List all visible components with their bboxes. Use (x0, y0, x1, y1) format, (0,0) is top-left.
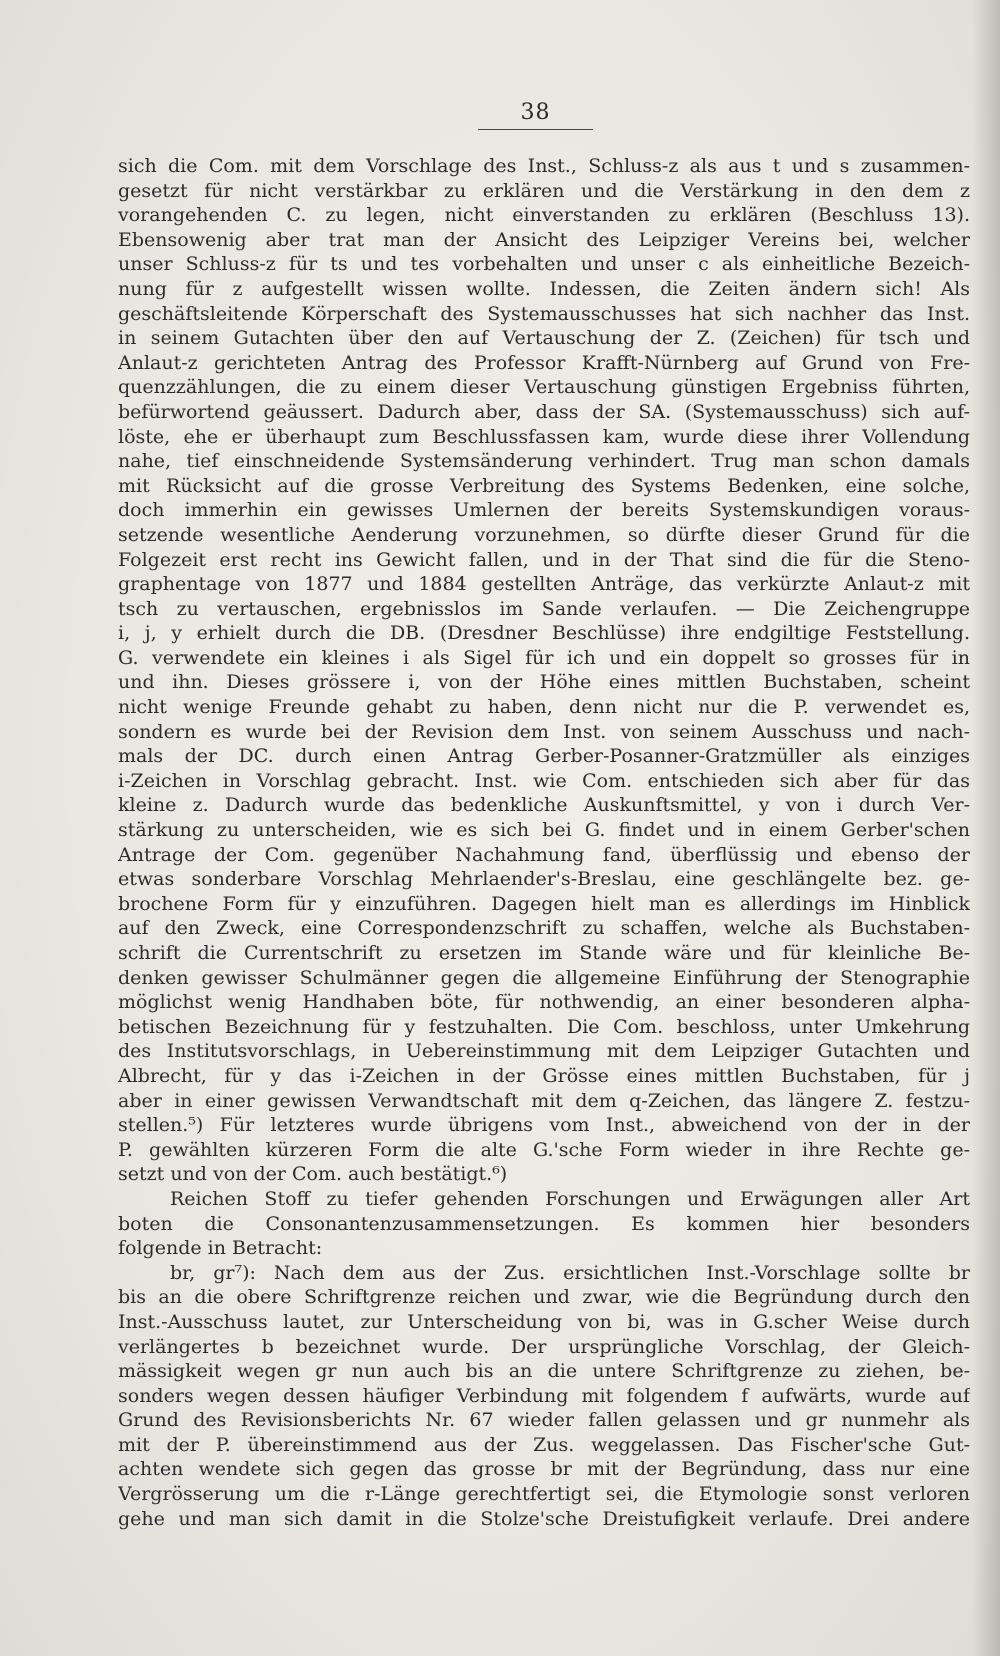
text-line: br, gr⁷): Nach dem aus der Zus. ersichtlichen Inst.-Vorschlage sollte br (170, 1261, 970, 1284)
text-line: mit der P. übereinstimmend aus der Zus. weggelassen. Das Fischer'sche Gut- (118, 1433, 970, 1456)
text-line: Folgezeit erst recht ins Gewicht fallen, und in der That sind die für die Steno- (118, 548, 970, 571)
text-line: Albrecht, für y das i-Zeichen in der Grösse eines mittlen Buchstaben, für j (118, 1064, 970, 1087)
text-line: denken gewisser Schulmänner gegen die allgemeine Einführung der Stenographie (118, 966, 970, 989)
text-line: Ebensowenig aber trat man der Ansicht des Leipziger Vereins bei, welcher (118, 228, 970, 251)
text-line: etwas sonderbare Vorschlag Mehrlaender's-Breslau, eine geschlängelte bez. ge- (118, 868, 970, 891)
text-line: P. gewählten kürzeren Form die alte G.'sche Form wieder in ihre Rechte ge- (118, 1138, 970, 1161)
text-line: schrift die Currentschrift zu ersetzen im Stande wäre und für kleinliche Be- (118, 942, 970, 964)
text-line: stärkung zu unterscheiden, wie es sich bei G. findet und in einem Gerber'schen (118, 819, 970, 842)
text-line: mals der DC. durch einen Antrag Gerber-Posanner-Gratzmüller als einziges (118, 745, 970, 768)
text-line: Reichen Stoff zu tiefer gehenden Forschungen und Erwägungen aller Art (170, 1187, 970, 1210)
header-rule (478, 129, 593, 130)
text-line: vorangehenden C. zu legen, nicht einverstanden zu erklären (Beschluss 13). (118, 204, 970, 227)
text-line: Grund des Revisionsberichts Nr. 67 wieder fallen gelassen und gr nunmehr als (118, 1409, 970, 1432)
text-line: doch immerhin ein gewisses Umlernen der bereits Systemskundigen voraus- (118, 499, 970, 522)
text-line: und ihn. Dieses grössere i, von der Höhe eines mittlen Buchstaben, scheint (118, 671, 970, 694)
text-line: gehe und man sich damit in die Stolze'sche Dreistufigkeit verlaufe. Drei andere (118, 1507, 970, 1530)
text-line: nung für z aufgestellt wissen wollte. Indessen, die Zeiten ändern sich! Als (118, 277, 970, 300)
text-line: nahe, tief einschneidende Systemsänderung verhindert. Trug man schon damals (118, 450, 970, 473)
text-line: i, j, y erhielt durch die DB. (Dresdner Beschlüsse) ihre endgiltige Feststellung. (118, 622, 970, 645)
text-line: möglichst wenig Handhaben böte, für nothwendig, an einer besonderen alpha- (118, 991, 970, 1014)
text-line: Antrage der Com. gegenüber Nachahmung fand, überflüssig und ebenso der (118, 843, 970, 866)
text-line: bis an die obere Schriftgrenze reichen und zwar, wie die Begründung durch den (118, 1286, 970, 1309)
text-line: mässigkeit wegen gr nun auch bis an die untere Schriftgrenze zu ziehen, be- (118, 1360, 970, 1383)
text-line: aber in einer gewissen Verwandtschaft mit dem q-Zeichen, das längere Z. festzu- (118, 1089, 970, 1112)
text-line: folgende in Betracht: (118, 1237, 323, 1260)
text-line: in seinem Gutachten über den auf Vertauschung der Z. (Zeichen) für tsch und (118, 327, 970, 350)
text-line: sonders wegen dessen häufiger Verbindung mit folgendem f aufwärts, wurde auf (118, 1384, 970, 1407)
text-line: Vergrösserung um die r-Länge gerechtfertigt sei, die Etymologie sonst verloren (118, 1483, 970, 1506)
text-line: quenzzählungen, die zu einem dieser Vertauschung günstigen Ergebniss führten, (118, 376, 970, 399)
text-line: sondern es wurde bei der Revision dem Inst. von seinem Ausschuss und nach- (118, 720, 970, 743)
text-line: nicht wenige Freunde gehabt zu haben, denn nicht nur die P. verwendet es, (118, 696, 970, 719)
text-line: setzt und von der Com. auch bestätigt.⁶) (118, 1163, 508, 1186)
text-line: kleine z. Dadurch wurde das bedenkliche Auskunftsmittel, y von i durch Ver- (118, 794, 970, 817)
text-line: Inst.-Ausschuss lautet, zur Unterscheidung von bi, was in G.scher Weise durch (118, 1310, 970, 1333)
text-line: des Institutsvorschlags, in Uebereinstimmung mit dem Leipziger Gutachten und (118, 1040, 970, 1063)
text-line: tsch zu vertauschen, ergebnisslos im Sande verlaufen. — Die Zeichengruppe (118, 597, 970, 620)
text-line: auf den Zweck, eine Correspondenzschrift zu schaffen, welche als Buchstaben- (118, 917, 970, 940)
text-line: mit Rücksicht auf die grosse Verbreitung des Systems Bedenken, eine solche, (118, 474, 970, 497)
text-line: verlängertes b bezeichnet wurde. Der ursprüngliche Vorschlag, der Gleich- (118, 1335, 970, 1358)
text-line: betischen Bezeichnung für y festzuhalten. Die Com. beschloss, unter Umkehrung (118, 1015, 970, 1038)
text-line: befürwortend geäussert. Dadurch aber, dass der SA. (Systemausschuss) sich auf- (118, 400, 970, 423)
body-text (118, 154, 970, 1531)
page-number: 38 (520, 100, 551, 125)
text-line: graphentage von 1877 und 1884 gestellten Anträge, das verkürzte Anlaut-z mit (118, 573, 970, 596)
text-line: sich die Com. mit dem Vorschlage des Inst., Schluss-z als aus t und s zusammen- (118, 155, 970, 177)
page-edge-shadow (972, 0, 1000, 1656)
text-line: achten wendete sich gegen das grosse br mit der Begründung, dass nur eine (118, 1458, 970, 1481)
text-line: löste, ehe er überhaupt zum Beschlussfassen kam, wurde diese ihrer Vollendung (118, 425, 970, 448)
text-line: Anlaut-z gerichteten Antrag des Professor Krafft-Nürnberg auf Grund von Fre- (118, 351, 970, 374)
text-line: unser Schluss-z für ts und tes vorbehalten und unser c als einheitliche Bezeich- (118, 253, 970, 276)
text-line: geschäftsleitende Körperschaft des Systemausschusses hat sich nachher das Inst. (118, 302, 970, 325)
text-line: i-Zeichen in Vorschlag gebracht. Inst. wie Com. entschieden sich aber für das (118, 769, 970, 792)
text-line: stellen.⁵) Für letzteres wurde übrigens vom Inst., abweichend von der in der (118, 1114, 970, 1137)
text-line: gesetzt für nicht verstärkbar zu erklären und die Verstärkung in den dem z (118, 179, 970, 202)
text-line: boten die Consonantenzusammensetzungen. Es kommen hier besonders (118, 1212, 970, 1235)
text-line: setzende wesentliche Aenderung vorzunehmen, so dürfte dieser Grund für die (118, 523, 970, 546)
text-line: brochene Form für y einzuführen. Dagegen hielt man es allerdings im Hinblick (118, 892, 970, 915)
text-line: G. verwendete ein kleines i als Sigel für ich und ein doppelt so grosses für in (118, 646, 970, 669)
